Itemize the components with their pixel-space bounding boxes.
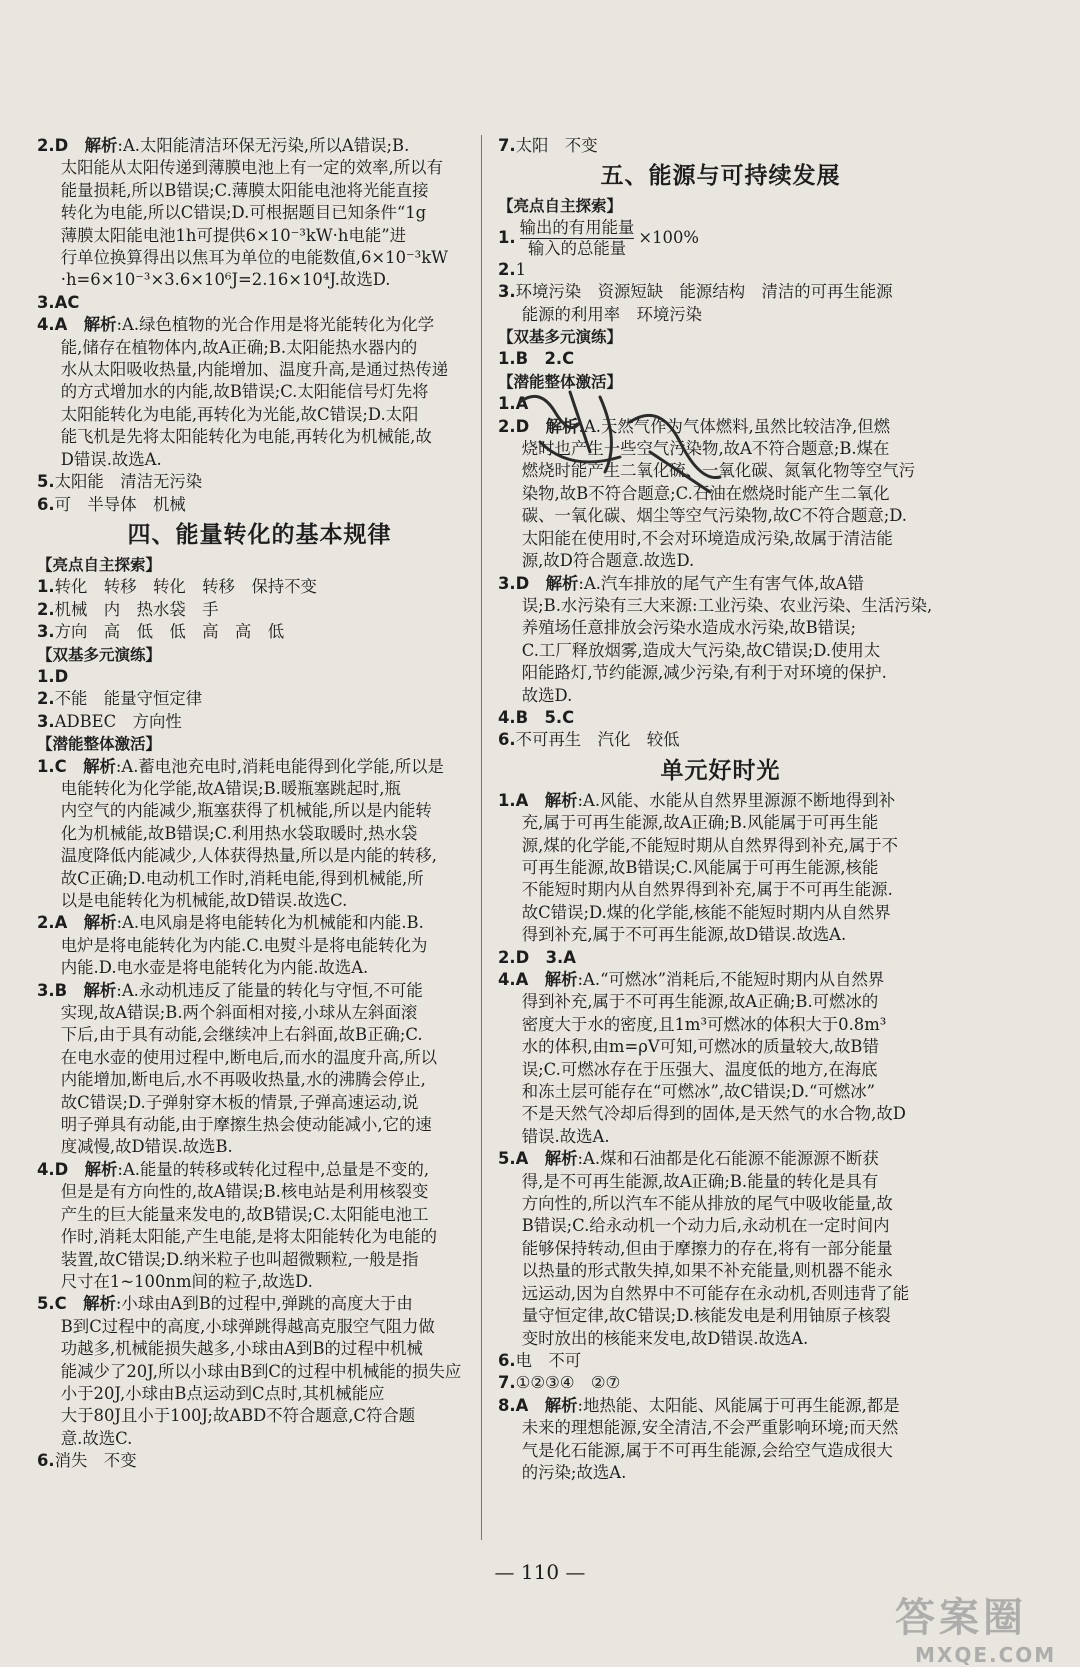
question-number: 1. <box>498 227 516 247</box>
answer-text: 1 <box>515 259 527 279</box>
answer-continuation: 能源的利用率 环境污染 <box>521 304 703 324</box>
answer-continuation: 能量损耗,所以B错误;C.薄膜太阳能电池将光能直接 <box>60 180 429 200</box>
question-number: 2. <box>498 259 516 279</box>
answer-line <box>498 348 943 370</box>
answer-line <box>37 1450 482 1472</box>
analysis-label: 解析 <box>83 980 117 1000</box>
answer-text: :A.煤和石油都是化石能源不能源源不断获 <box>577 1149 879 1169</box>
answer-continuation: 和冻土层可能存在“可燃冰”,故C错误;D.“可燃冰” <box>521 1082 875 1102</box>
analysis-label: 解析 <box>83 756 116 776</box>
subsection-label: 【潜能整体激活】 <box>37 735 162 754</box>
answer-continuation: 太阳能从太阳传递到薄膜电池上有一定的效率,所以有 <box>60 158 443 178</box>
answer-continuation: 大于80J且小于100J;故ABD不符合题意,C符合题 <box>60 1406 416 1426</box>
answer-text: ①②③④ ②⑦ <box>515 1373 621 1393</box>
answer-text: 太阳 不变 <box>515 136 598 155</box>
answer-continuation: 充,属于可再生能源,故A正确;B.风能属于可再生能 <box>521 813 879 833</box>
answer-line <box>498 790 943 812</box>
answer-continuation: 太阳能转化为电能,再转化为光能,故C错误;D.太阳 <box>60 404 419 424</box>
answer-continuation: 内空气的内能减少,瓶塞获得了机械能,所以是内能转 <box>60 801 432 821</box>
formula-tail: ×100% <box>638 227 699 247</box>
answer-continuation: 实现,故A错误;B.两个斜面相对接,小球从左斜面滚 <box>60 1003 418 1023</box>
answer-line <box>37 471 482 493</box>
question-number: 1.D <box>37 666 69 686</box>
answer-continuation: 小于20J,小球由B点运动到C点时,其机械能应 <box>60 1383 385 1403</box>
answer-continuation: 能够保持转动,但由于摩擦力的存在,将有一部分能量 <box>521 1238 893 1258</box>
handwriting-scribble-icon <box>510 382 740 512</box>
question-number: 3.B <box>37 980 68 1000</box>
answer-continuation: 误;C.可燃冰存在于压强大、温度低的地方,在海底 <box>521 1059 878 1079</box>
answer-continuation: 得到补充,属于不可再生能源,故D错误.故选A. <box>521 925 847 945</box>
answer-text: :A.天然气作为气体燃料,虽然比较洁净,但燃 <box>578 416 891 436</box>
answer-line <box>498 1148 943 1170</box>
answer-text: 消失 不变 <box>54 1451 137 1471</box>
answer-line <box>498 1350 943 1372</box>
question-number: 1.A <box>498 394 529 414</box>
answer-text: :A.蓄电池充电时,消耗电能得到化学能,所以是 <box>115 756 444 776</box>
answer-continuation: 意.故选C. <box>60 1428 133 1448</box>
answer-text: 可 半导体 机械 <box>54 494 186 514</box>
answer-continuation: 养殖场任意排放会污染水造成水污染,故B错误; <box>521 618 856 638</box>
answer-continuation: 故选D. <box>521 685 573 705</box>
answer-continuation: 得到补充,属于不可再生能源,故A正确;B.可燃冰的 <box>521 992 879 1012</box>
analysis-label: 解析 <box>545 416 579 436</box>
answer-continuation: 变时放出的核能来发电,故D错误.故选A. <box>521 1328 809 1348</box>
question-number: 2. <box>37 689 55 709</box>
analysis-label: 解析 <box>84 1159 118 1179</box>
answer-text: :小球由A到B的过程中,弹跳的高度大于由 <box>115 1294 413 1314</box>
answer-line <box>498 707 943 729</box>
answer-continuation: 阳能路灯,节约能源,减少污染,有利于对环境的保护. <box>521 663 887 683</box>
answer-continuation: 水的体积,由m=ρV可知,可燃冰的质量较大,故B错 <box>521 1037 879 1057</box>
answer-continuation: 功越多,机械能损失越多,小球由A到B的过程中机械 <box>60 1339 423 1359</box>
answer-text: :A.永动机违反了能量的转化与守恒,不可能 <box>116 980 423 1000</box>
answer-continuation: 的污染;故选A. <box>521 1462 627 1482</box>
answer-line <box>498 135 943 157</box>
answer-continuation: 染物,故B不符合题意;C.石油在燃烧时能产生二氧化 <box>521 483 890 503</box>
answer-continuation: 内能.D.电水壶是将电能转化为内能.故选A. <box>60 958 369 978</box>
answer-text: ADBEC 方向性 <box>54 711 182 731</box>
answer-continuation: 故C正确;D.电动机工作时,消耗电能,得到机械能,所 <box>60 868 424 888</box>
section-heading: 五、能源与可持续发展 <box>600 163 841 190</box>
answer-continuation: 太阳能在使用时,不会对环境造成污染,故属于清洁能 <box>521 528 893 548</box>
analysis-label: 解析 <box>544 1395 578 1415</box>
analysis-label: 解析 <box>83 913 117 933</box>
answer-continuation: 可再生能源,故B错误;C.风能属于可再生能源,核能 <box>521 857 879 877</box>
answer-line <box>498 729 943 751</box>
answer-continuation: 转化为电能,所以C错误;D.可根据题目已知条件“1g <box>60 203 427 223</box>
answer-continuation: 密度大于水的密度,且1m³可燃冰的体积大于0.8m³ <box>521 1014 887 1034</box>
answer-line <box>498 573 943 595</box>
answer-continuation: 作时,消耗太阳能,产生电能,是将太阳能转化为电能的 <box>60 1227 437 1247</box>
answer-line <box>37 912 482 934</box>
question-number: 2.D <box>498 416 530 436</box>
answer-continuation: 的方式增加水的内能,故B错误;C.太阳能信号灯先将 <box>60 382 429 402</box>
analysis-label: 解析 <box>84 136 118 155</box>
question-number: 3.AC <box>37 292 80 312</box>
answer-text: :A.电风扇是将电能转化为机械能和内能.B. <box>116 913 424 933</box>
answer-continuation: 装置,故C错误;D.纳米粒子也叫超微颗粒,一般是指 <box>60 1249 419 1269</box>
answer-continuation: 以是电能转化为机械能,故D错误.故选C. <box>60 891 348 910</box>
answer-continuation: 不是天然气冷却后得到的固体,是天然气的水合物,故D <box>521 1104 906 1124</box>
answer-continuation: 度减慢,故D错误.故选B. <box>60 1137 233 1157</box>
answer-text: :A.绿色植物的光合作用是将光能转化为化学 <box>116 315 435 335</box>
right-column <box>498 135 943 1484</box>
watermark-logo <box>895 1586 1056 1667</box>
answer-continuation: 故C错误;D.煤的化学能,核能不能短时期内从自然界 <box>521 902 891 922</box>
watermark-main: 答案圈 <box>895 1595 1027 1641</box>
answer-continuation: 远运动,因为自然界中不可能存在永动机,否则违背了能 <box>521 1283 910 1303</box>
answer-text: :A.“可燃冰”消耗后,不能短时期内从自然界 <box>577 970 885 989</box>
question-number: 3. <box>37 622 55 642</box>
question-number: 6. <box>498 730 516 750</box>
answer-text: :A.风能、水能从自然界里源源不断地得到补 <box>577 790 896 810</box>
answer-line <box>498 969 943 991</box>
answer-continuation: 以热量的形式散失掉,如果不补充能量,则机器不能永 <box>521 1261 893 1281</box>
analysis-label: 解析 <box>83 1294 116 1314</box>
question-number: 2.A <box>37 913 68 933</box>
answer-text: :A.能量的转移或转化过程中,总量是不变的, <box>117 1159 430 1179</box>
answer-line <box>37 292 482 314</box>
answer-continuation: ·h=6×10⁻³×3.6×10⁶J=2.16×10⁴J.故选D. <box>60 270 391 290</box>
answer-continuation: 但是是有方向性的,故A错误;B.核电站是利用核裂变 <box>60 1182 429 1202</box>
answer-continuation: 能减少了20J,所以小球由B到C的过程中机械能的损失应 <box>60 1361 462 1381</box>
answer-line <box>498 1395 943 1417</box>
answer-line <box>498 947 943 969</box>
answer-continuation: 源,故D符合题意.故选D. <box>521 551 695 571</box>
question-number: 1.B 2.C <box>498 349 575 369</box>
answer-line <box>37 135 482 157</box>
answer-continuation: 在电水壶的使用过程中,断电后,而水的温度升高,所以 <box>60 1047 437 1067</box>
question-number: 6. <box>498 1350 516 1370</box>
fraction-denominator: 输入的总能量 <box>527 238 627 258</box>
subsection-label: 【双基多元演练】 <box>498 328 623 347</box>
answer-continuation: 故C错误;D.子弹射穿木板的情景,子弹高速运动,说 <box>60 1092 419 1112</box>
question-number: 3. <box>498 282 516 302</box>
watermark-sub: MXQE.COM <box>915 1643 1057 1667</box>
answer-continuation: 源,煤的化学能,不能短时期从自然界得到补充,属于不 <box>521 835 898 855</box>
answer-line <box>37 1293 482 1315</box>
analysis-label: 解析 <box>83 315 117 335</box>
answer-text: :A.太阳能清洁环保无污染,所以A错误;B. <box>117 136 410 155</box>
subsection-label: 【亮点自主探索】 <box>37 555 162 574</box>
page-number: — 110 — <box>494 1560 586 1584</box>
answer-continuation: 薄膜太阳能电池1h可提供6×10⁻³kW·h电能”进 <box>60 225 406 245</box>
question-number: 2.D 3.A <box>498 947 576 967</box>
column-divider <box>481 135 482 1540</box>
answer-continuation: B到C过程中的高度,小球弹跳得越高克服空气阻力做 <box>60 1316 435 1336</box>
answer-continuation: B错误;C.给永动机一个动力后,永动机在一定时间内 <box>521 1216 890 1236</box>
answer-continuation: 方向性的,所以汽车不能从排放的尾气中吸收能量,故 <box>521 1194 893 1214</box>
answer-text: 环境污染 资源短缺 能源结构 清洁的可再生能源 <box>515 282 893 302</box>
answer-text: 机械 内 热水袋 手 <box>54 599 219 619</box>
answer-continuation: 明子弹具有动能,由于摩擦生热会使动能减小,它的速 <box>60 1115 432 1135</box>
question-number: 4.A <box>37 315 68 335</box>
answer-line <box>498 1372 943 1394</box>
question-number: 6. <box>37 1451 55 1471</box>
answer-continuation: 能飞机是先将太阳能转化为电能,再转化为机械能,故 <box>60 427 432 447</box>
answer-continuation: C.工厂释放烟雾,造成大气污染,故C错误;D.使用太 <box>521 640 881 660</box>
answer-continuation: 行单位换算得出以焦耳为单位的电能数值,6×10⁻³kW <box>60 248 449 268</box>
answer-continuation: 未来的理想能源,安全清洁,不会严重影响环境;而天然 <box>521 1418 899 1438</box>
fraction-numerator: 输出的有用能量 <box>519 217 635 237</box>
question-number: 7. <box>498 1373 516 1393</box>
question-number: 7. <box>498 136 516 155</box>
answer-line <box>37 711 482 733</box>
answer-continuation: 化为机械能,故B错误;C.利用热水袋取暖时,热水袋 <box>60 823 418 843</box>
answer-text: 不能 能量守恒定律 <box>54 689 203 709</box>
answer-line <box>498 281 943 303</box>
question-number: 1.C <box>37 756 67 776</box>
answer-text: 太阳能 清洁无污染 <box>54 472 203 492</box>
answer-line <box>37 576 482 598</box>
answer-text: :地热能、太阳能、风能属于可再生能源,都是 <box>577 1395 900 1415</box>
answer-line <box>37 494 482 516</box>
question-number: 3. <box>37 711 55 731</box>
answer-line <box>37 688 482 710</box>
answer-continuation: 尺寸在1~100nm间的粒子,故选D. <box>60 1271 313 1291</box>
question-number: 2. <box>37 599 55 619</box>
analysis-label: 解析 <box>544 1149 578 1169</box>
answer-continuation: 产生的巨大能量来发电的,故B错误;C.太阳能电池工 <box>60 1204 429 1224</box>
answer-continuation: 量守恒定律,故C错误;D.核能发电是利用铀原子核裂 <box>521 1306 891 1326</box>
analysis-label: 解析 <box>545 573 579 593</box>
question-number: 4.A <box>498 970 529 989</box>
answer-continuation: 错误.故选A. <box>521 1126 610 1146</box>
answer-text: 不可再生 汽化 较低 <box>515 730 680 750</box>
answer-text: 方向 高 低 低 高 高 低 <box>54 622 285 642</box>
answer-continuation: 内能增加,断电后,水不再吸收热量,水的沸腾会停止, <box>60 1070 426 1090</box>
question-number: 1. <box>37 577 55 597</box>
answer-line <box>37 599 482 621</box>
answer-text: 电 不可 <box>515 1350 582 1370</box>
formula-line <box>498 218 943 259</box>
subsection-label: 【潜能整体激活】 <box>498 372 623 391</box>
section-heading: 单元好时光 <box>660 757 781 784</box>
answer-continuation: 碳、一氧化碳、烟尘等空气污染物,故C不符合题意;D. <box>521 506 908 526</box>
question-number: 2.D <box>37 136 69 155</box>
question-number: 5. <box>37 472 55 492</box>
answer-continuation: 电能转化为化学能,故A错误;B.暖瓶塞跳起时,瓶 <box>60 778 401 798</box>
analysis-label: 解析 <box>544 790 578 810</box>
answer-continuation: 能,储存在植物体内,故A正确;B.太阳能热水器内的 <box>60 337 418 357</box>
analysis-label: 解析 <box>544 970 578 989</box>
answer-line <box>37 1159 482 1181</box>
answer-text: 转化 转移 转化 转移 保持不变 <box>54 577 317 597</box>
answer-continuation: 下后,由于具有动能,会继续冲上右斜面,故B正确;C. <box>60 1025 423 1045</box>
subsection-label: 【亮点自主探索】 <box>498 197 623 216</box>
section-heading: 四、能量转化的基本规律 <box>127 521 392 548</box>
answer-continuation: 水从太阳吸收热量,内能增加、温度升高,是通过热传递 <box>60 360 449 380</box>
left-column <box>37 135 482 1473</box>
question-number: 8.A <box>498 1395 529 1415</box>
answer-line <box>37 621 482 643</box>
answer-continuation: 烧时也产生一些空气污染物,故A不符合题意;B.煤在 <box>521 439 890 459</box>
answer-continuation: 误;B.水污染有三大来源:工业污染、农业污染、生活污染, <box>521 595 933 615</box>
answer-line <box>37 756 482 778</box>
answer-continuation: D错误.故选A. <box>60 449 162 469</box>
answer-continuation: 温度降低内能减少,人体获得热量,所以是内能的转移, <box>60 846 437 866</box>
question-number: 5.A <box>498 1149 529 1169</box>
question-number: 4.B 5.C <box>498 707 575 727</box>
answer-continuation: 电炉是将电能转化为内能.C.电熨斗是将电能转化为 <box>60 935 428 955</box>
answer-line <box>37 980 482 1002</box>
subsection-label: 【双基多元演练】 <box>37 645 162 664</box>
answer-continuation: 燃烧时能产生二氧化硫、一氧化碳、氮氧化物等空气污 <box>521 461 916 481</box>
answer-text: :A.汽车排放的尾气产生有害气体,故A错 <box>578 573 864 593</box>
answer-continuation: 不能短时期内从自然界得到补充,属于不可再生能源. <box>521 880 893 900</box>
answer-line <box>37 314 482 336</box>
question-number: 6. <box>37 494 55 514</box>
answer-continuation: 气是化石能源,属于不可再生能源,会给空气造成很大 <box>521 1440 893 1460</box>
question-number: 4.D <box>37 1159 69 1179</box>
answer-continuation: 得,是不可再生能源,故A正确;B.能量的转化是具有 <box>521 1171 879 1191</box>
question-number: 3.D <box>498 573 530 593</box>
question-number: 5.C <box>37 1294 67 1314</box>
answer-line <box>37 666 482 688</box>
fraction <box>520 218 635 259</box>
answer-line <box>498 259 943 281</box>
question-number: 1.A <box>498 790 529 810</box>
